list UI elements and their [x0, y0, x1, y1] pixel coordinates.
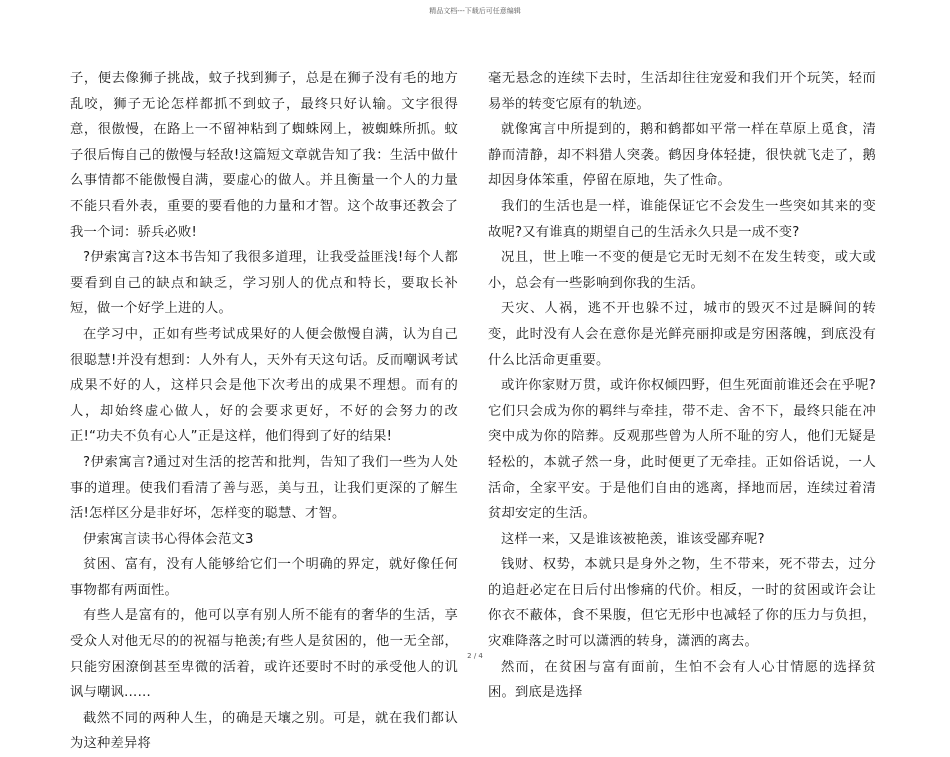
- paragraph: 钱财、权势，本就只是身外之物，生不带来，死不带去，过分的追赶必定在日后付出惨痛的代价。相反，一时的贫困或许会让你衣不蔽体，食不果腹，但它无形中也减轻了你的压力与负担，灾难降落之时可以潇洒的转身，潇洒的离去。: [488, 557, 876, 650]
- paragraph: 截然不同的两种人生，的确是天壤之别。可是，就在我们都认为这种差异将: [70, 710, 458, 752]
- section-heading: 伊索寓言读书心得体会范文3: [83, 531, 254, 547]
- paragraph: 天灾、人祸，逃不开也躲不过，城市的毁灭不过是瞬间的转变，此时没有人会在意你是光鲜亮丽抑或是穷困落魄，到底没有什么比活命更重要。: [488, 301, 876, 368]
- paragraph: ?伊索寓言?通过对生活的挖苦和批判，告知了我们一些为人处事的道理。使我们看清了善与恶，美与丑，让我们更深的了解生活!怎样区分是非好坏，怎样变的聪慧、才智。: [70, 454, 458, 522]
- paragraph: 贫困、富有，没有人能够给它们一个明确的界定，就好像任何事物都有两面性。: [70, 557, 458, 598]
- right-column: [488, 66, 876, 706]
- paragraph: 况且，世上唯一不变的便是它无时无刻不在发生转变，或大或小，总会有一些影响到你我的生活。: [488, 250, 876, 291]
- paragraph: ?伊索寓言?这本书告知了我很多道理，让我受益匪浅!每个人都要看到自己的缺点和缺乏，学习别人的优点和特长，要取长补短，做一个好学上进的人。: [70, 250, 458, 317]
- page-header: 精品文档---下载后可任意编辑: [429, 7, 521, 15]
- paragraph: 在学习中，正如有些考试成果好的人便会傲慢自满，认为自己很聪慧!并没有想到：人外有人，天外有天这句话。反而嘲讽考试成果不好的人，这样只会是他下次考出的成果不理想。而有的人，却始终虚心做人，好的会要求更好，不好的会努力的改正!“功夫不负有心人”正是这样，他们得到了好的结果!: [70, 326, 458, 445]
- paragraph: 然而，在贫困与富有面前，生怕不会有人心甘情愿的选择贫困。到底是选择: [488, 659, 876, 701]
- paragraph: 或许你家财万贯，或许你权倾四野，但生死面前谁还会在乎呢?它们只会成为你的羁绊与牵挂，带不走、舍不下，最终只能在冲突中成为你的陪葬。反观那些曾为人所不耻的穷人，他们无疑是轻松的，本就孑然一身，此时便更了无牵挂。正如俗话说，一人活命，全家平安。于是他们自由的逃离，择地而居，连续过着清贫却安定的生活。: [488, 378, 876, 522]
- paragraph: 这样一来，又是谁该被艳羡，谁该受鄙弃呢?: [501, 531, 765, 547]
- paragraph: 有些人是富有的，他可以享有别人所不能有的奢华的生活，享受众人对他无尽的的祝福与艳羡;有些人是贫困的，他一无全部，只能穷困潦倒甚至卑微的活着，或许还要时不时的承受他人的讥讽与嘲讽……: [70, 608, 458, 701]
- paragraph: 就像寓言中所提到的，鹅和鹤都如平常一样在草原上觅食，清静而清静，却不料猎人突袭。鹤因身体轻捷，很快就飞走了，鹅却因身体笨重，停留在原地，失了性命。: [488, 122, 876, 189]
- paragraph: 毫无悬念的连续下去时，生活却往往宠爱和我们开个玩笑，轻而易举的转变它原有的轨迹。: [488, 71, 876, 112]
- paragraph: 子，便去像狮子挑战，蚊子找到狮子，总是在狮子没有毛的地方乱咬，狮子无论怎样都抓不到蚊子，最终只好认输。文字很得意，很傲慢，在路上一不留神粘到了蜘蛛网上，被蜘蛛所抓。蚊子很后悔自己的傲慢与轻敌!这篇短文章就告知了我：生活中做什么事情都不能傲慢自满，要虚心的做人。并且衡量一个人的力量不能只看外表，重要的要看他的力量和才智。这个故事还教会了我一个词：骄兵必败!: [70, 71, 458, 240]
- page-number: 2 / 4: [467, 652, 483, 660]
- paragraph: 我们的生活也是一样，谁能保证它不会发生一些突如其来的变故呢?又有谁真的期望自己的生活永久只是一成不变?: [488, 198, 876, 240]
